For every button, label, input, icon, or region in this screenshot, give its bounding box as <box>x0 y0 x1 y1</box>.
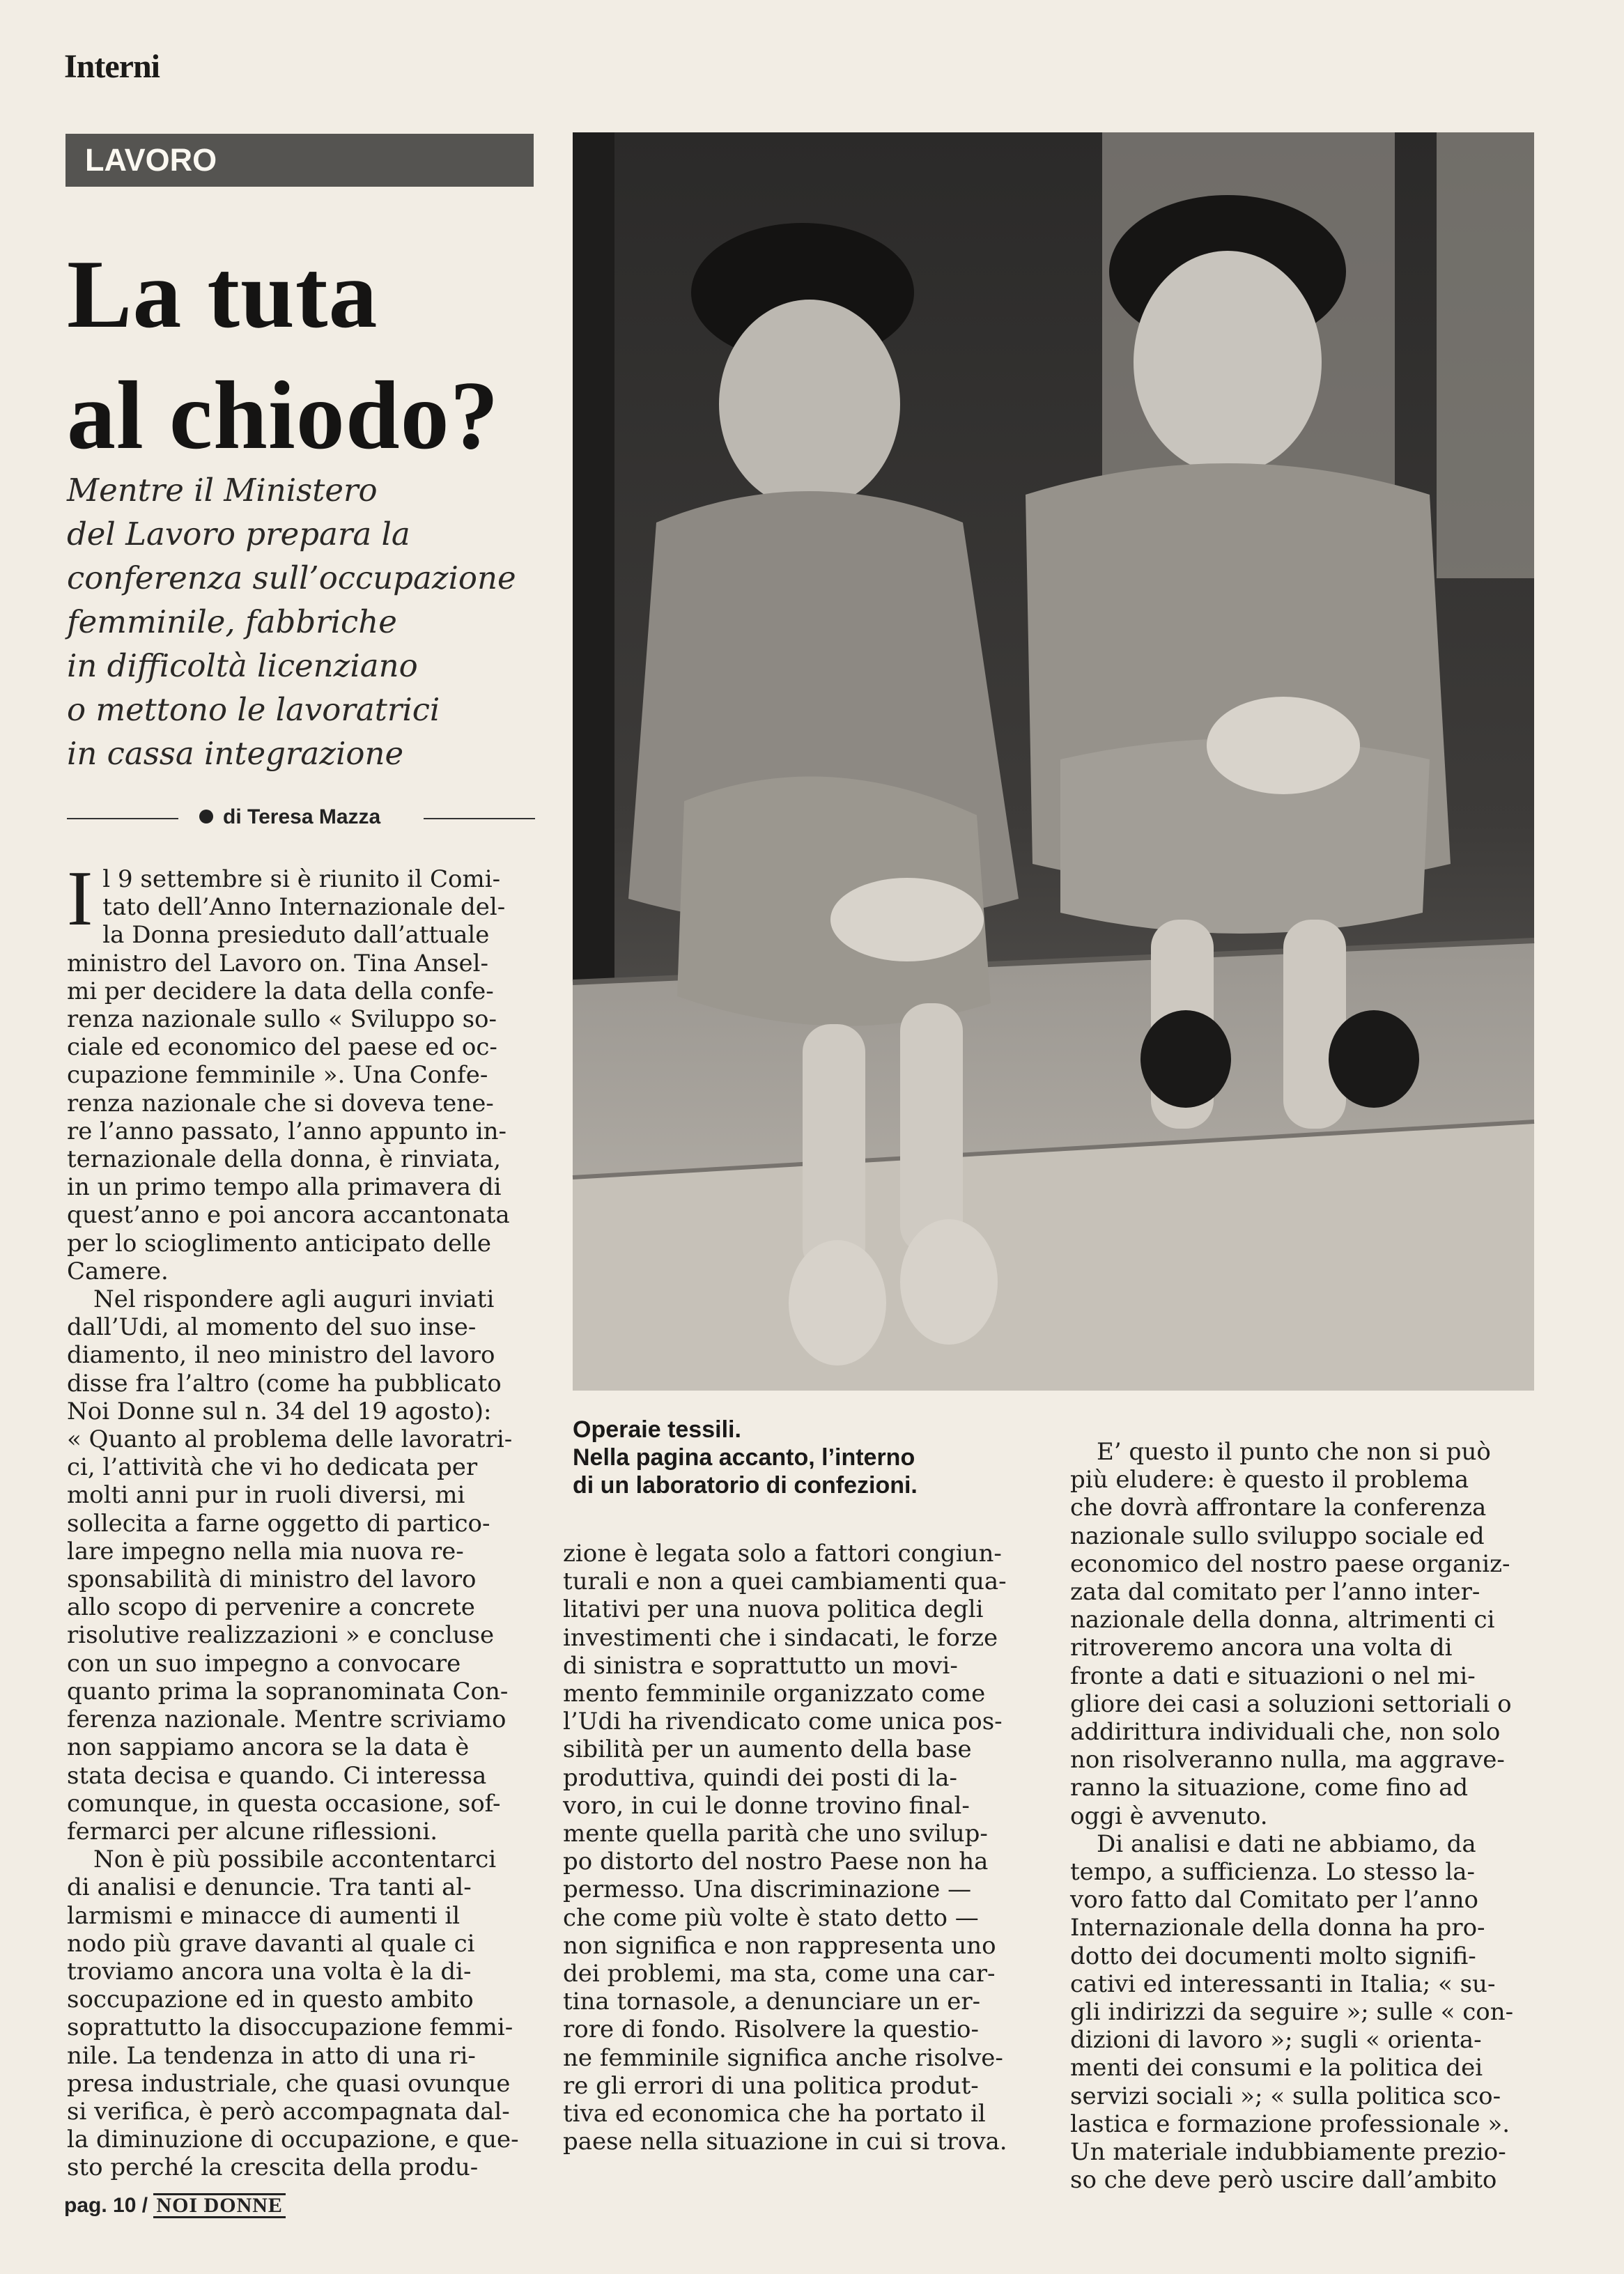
text-line: mento femminile organizzato come <box>563 1680 986 1708</box>
text-line: ciale ed economico del paese ed oc- <box>67 1033 497 1062</box>
text-line: re l’anno passato, l’anno appunto in- <box>67 1117 506 1145</box>
byline-rule-left <box>67 818 178 819</box>
text-line: Internazionale della donna ha pro- <box>1070 1914 1485 1942</box>
text-line: soprattutto la disoccupazione femmi- <box>67 2013 513 2042</box>
text-line: lastica e formazione professionale ». <box>1070 2110 1510 2138</box>
text-line: oggi è avvenuto. <box>1070 1802 1268 1830</box>
text-line: la Donna presieduto dall’attuale <box>102 921 490 950</box>
text-line: con un suo impegno a convocare <box>67 1649 461 1678</box>
text-line: « Quanto al problema delle lavoratri- <box>67 1425 513 1454</box>
standfirst-line: o mettono le lavoratrici <box>67 691 440 728</box>
text-line: zata dal comitato per l’anno inter- <box>1070 1578 1480 1607</box>
text-line: ministro del Lavoro on. Tina Ansel- <box>67 949 489 977</box>
text-line: troviamo ancora una volta è la di- <box>67 1957 472 1986</box>
article-column-1 <box>67 856 538 2182</box>
paragraph <box>1070 1830 1558 2195</box>
text-line: cupazione femminile ». Una Confe- <box>67 1061 488 1090</box>
text-line: po distorto del nostro Paese non ha <box>563 1848 989 1876</box>
text-line: tiva ed economica che ha portato il <box>563 2100 986 2128</box>
text-line: nazionale della donna, altrimenti ci <box>1070 1606 1495 1634</box>
article-column-2 <box>563 1540 1055 2172</box>
byline: di Teresa Mazza <box>223 805 381 828</box>
text-line: non significa e non rappresenta uno <box>563 1931 996 1960</box>
text-line: sponsabilità di ministro del lavoro <box>67 1565 477 1594</box>
standfirst-line: in cassa integrazione <box>67 735 404 772</box>
text-line: voro fatto dal Comitato per l’anno <box>1070 1886 1479 1915</box>
text-line: fronte a dati e situazioni o nel mi- <box>1070 1662 1476 1690</box>
text-line: l 9 settembre si è riunito il Comi- <box>102 865 501 893</box>
headline-line: al chiodo? <box>67 362 500 470</box>
text-line: ne femminile significa anche risolve- <box>563 2043 1003 2072</box>
text-line: investimenti che i sindacati, le forze <box>563 1623 998 1652</box>
text-line: tina tornasole, a denunciare un er- <box>563 1988 981 2016</box>
text-line: Noi Donne sul n. 34 del 19 agosto): <box>67 1397 492 1425</box>
text-line: quest’anno e poi ancora accantonata <box>67 1201 510 1230</box>
photo-image <box>573 132 1534 1391</box>
photo <box>573 132 1534 1391</box>
photo-caption <box>573 1416 1060 1499</box>
text-line: soccupazione ed in questo ambito <box>67 1986 474 2014</box>
text-line: allo scopo di pervenire a concrete <box>67 1593 475 1622</box>
bullet-icon <box>199 810 213 823</box>
text-line: dizioni di lavoro »; sugli « orienta- <box>1070 2026 1482 2055</box>
text-line: molti anni pur in ruoli diversi, mi <box>67 1481 465 1510</box>
section-label: Interni <box>64 48 160 85</box>
text-line: gli indirizzi da seguire »; sulle « con- <box>1070 1998 1514 2027</box>
text-line: cativi ed interessanti in Italia; « su- <box>1070 1970 1496 1998</box>
byline-row <box>67 801 535 835</box>
caption-line: Nella pagina accanto, l’interno <box>573 1444 915 1471</box>
text-line: di analisi e denuncie. Tra tanti al- <box>67 1873 472 1902</box>
text-line: lare impegno nella mia nuova re- <box>67 1537 464 1565</box>
standfirst-line: Mentre il Ministero <box>67 472 378 509</box>
paragraph <box>67 856 538 1285</box>
page-footer <box>64 2193 286 2218</box>
text-line: zione è legata solo a fattori congiun- <box>563 1540 1002 1568</box>
text-line: tato dell’Anno Internazionale del- <box>102 893 506 922</box>
headline <box>67 234 555 477</box>
text-line: ferenza nazionale. Mentre scriviamo <box>67 1706 506 1734</box>
text-line: rore di fondo. Risolvere la questio- <box>563 2016 980 2044</box>
headline-line: La tuta <box>67 240 378 348</box>
text-line: comunque, in questa occasione, sof- <box>67 1789 501 1818</box>
text-line: stata decisa e quando. Ci interessa <box>67 1761 487 1790</box>
text-line: Un materiale indubbiamente prezio- <box>1070 2138 1506 2167</box>
text-line: la diminuzione di occupazione, e que- <box>67 2126 519 2154</box>
standfirst-line: del Lavoro prepara la <box>67 516 410 552</box>
text-line: renza nazionale che si doveva tene- <box>67 1089 494 1117</box>
text-line: menti dei consumi e la politica dei <box>1070 2054 1483 2082</box>
text-line: nazionale sullo sviluppo sociale ed <box>1070 1522 1485 1550</box>
text-line: E’ questo il punto che non si può <box>1097 1438 1491 1466</box>
text-line: economico del nostro paese organiz- <box>1070 1549 1510 1578</box>
text-line: so che deve però uscire dall’ambito <box>1070 2166 1497 2195</box>
magazine-logo: NOI DONNE <box>153 2193 286 2218</box>
text-line: diamento, il neo ministro del lavoro <box>67 1341 495 1370</box>
text-line: litativi per una nuova politica degli <box>563 1595 984 1624</box>
text-line: larmismi e minacce di aumenti il <box>67 1901 461 1930</box>
text-line: l’Udi ha rivendicato come unica pos- <box>563 1708 1003 1736</box>
text-line: risolutive realizzazioni » e concluse <box>67 1621 495 1650</box>
text-line: quanto prima la sopranominata Con- <box>67 1677 509 1706</box>
drop-cap: I <box>67 856 93 942</box>
text-line: di sinistra e soprattutto un movi- <box>563 1651 958 1680</box>
text-line: ranno la situazione, come fino ad <box>1070 1774 1469 1802</box>
text-line: permesso. Una discriminazione — <box>563 1875 972 1904</box>
text-line: dotto dei documenti molto signifi- <box>1070 1942 1476 1970</box>
text-line: mente quella parità che uno svilup- <box>563 1820 988 1848</box>
text-line: tempo, a sufficienza. Lo stesso la- <box>1070 1858 1475 1887</box>
standfirst <box>67 468 548 775</box>
text-line: Non è più possibile accontentarci <box>93 1846 497 1874</box>
text-line: per lo scioglimento anticipato delle <box>67 1229 491 1258</box>
text-line: re gli errori di una politica produt- <box>563 2071 979 2100</box>
text-line: sollecita a farne oggetto di partico- <box>67 1509 490 1538</box>
text-line: addirittura individuali che, non solo <box>1070 1718 1501 1747</box>
text-line: ritroveremo ancora una volta di <box>1070 1634 1453 1662</box>
paragraph <box>67 1846 538 2181</box>
text-line: presa industriale, che quasi ovunque <box>67 2069 511 2098</box>
text-line: fermarci per alcune riflessioni. <box>67 1817 438 1846</box>
paragraph <box>563 1540 1055 2156</box>
text-line: che come più volte è stato detto — <box>563 1903 979 1932</box>
text-line: ternazionale della donna, è rinviata, <box>67 1145 502 1174</box>
standfirst-line: in difficoltà licenziano <box>67 647 418 684</box>
text-line: produttiva, quindi dei posti di la- <box>563 1763 957 1792</box>
text-line: voro, in cui le donne trovino final- <box>563 1791 970 1820</box>
text-line: Di analisi e dati ne abbiamo, da <box>1097 1830 1476 1858</box>
text-line: paese nella situazione in cui si trova. <box>563 2128 1007 2156</box>
text-line: sibilità per un aumento della base <box>563 1735 972 1764</box>
text-line: che dovrà affrontare la conferenza <box>1070 1494 1487 1522</box>
caption-line: Operaie tessili. <box>573 1416 741 1443</box>
text-line: servizi sociali »; « sulla politica sco- <box>1070 2082 1501 2110</box>
text-line: mi per decidere la data della confe- <box>67 977 494 1005</box>
text-line: turali e non a quei cambiamenti qua- <box>563 1568 1007 1596</box>
text-line: gliore dei casi a soluzioni settoriali o <box>1070 1689 1512 1718</box>
text-line: Camere. <box>67 1257 169 1285</box>
text-line: non sappiamo ancora se la data è <box>67 1733 470 1762</box>
text-line: non risolveranno nulla, ma aggrave- <box>1070 1746 1505 1774</box>
standfirst-line: conferenza sull’occupazione <box>67 559 516 596</box>
rubric-bar: LAVORO <box>65 134 534 187</box>
text-line: Nel rispondere agli auguri inviati <box>93 1285 495 1314</box>
text-line: ci, l’attività che vi ho dedicata per <box>67 1453 478 1482</box>
paragraph <box>1070 1438 1558 1830</box>
article-column-3 <box>1070 1438 1558 2195</box>
standfirst-line: femminile, fabbriche <box>67 603 397 640</box>
byline-rule-right <box>424 818 535 819</box>
text-line: nodo più grave davanti al quale ci <box>67 1929 475 1958</box>
text-line: disse fra l’altro (come ha pubblicato <box>67 1369 502 1398</box>
text-line: in un primo tempo alla primavera di <box>67 1173 502 1202</box>
text-line: renza nazionale sullo « Sviluppo so- <box>67 1005 497 1034</box>
text-line: si verifica, è però accompagnata dal- <box>67 2097 510 2126</box>
text-line: dei problemi, ma sta, come una car- <box>563 1960 996 1988</box>
paragraph <box>67 1285 538 1846</box>
page-number: pag. 10 <box>64 2194 137 2217</box>
caption-line: di un laboratorio di confezioni. <box>573 1472 918 1499</box>
text-line: nile. La tendenza in atto di una ri- <box>67 2041 476 2070</box>
footer-separator: / <box>141 2194 148 2217</box>
text-line: più eludere: è questo il problema <box>1070 1466 1469 1494</box>
text-line: dall’Udi, al momento del suo inse- <box>67 1313 477 1342</box>
text-line: sto perché la crescita della produ- <box>67 2153 479 2182</box>
